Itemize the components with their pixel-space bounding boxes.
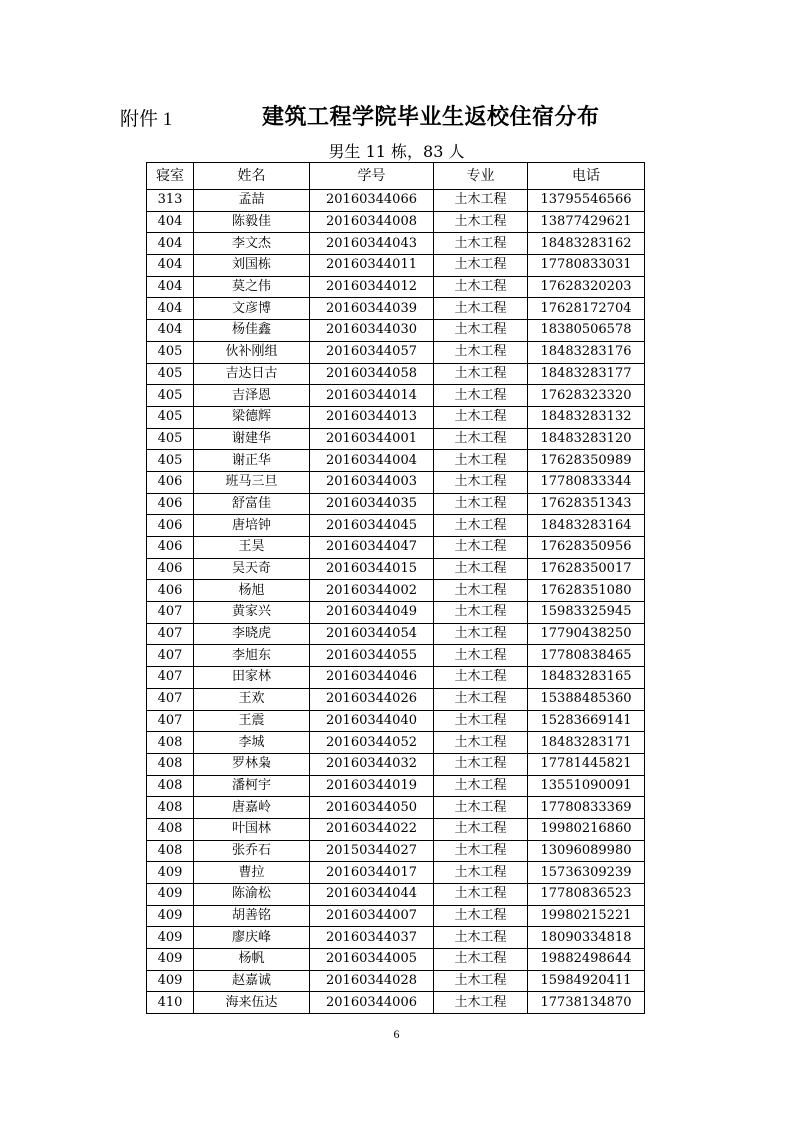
student-id-cell: 20160344013	[310, 406, 434, 428]
name-cell: 舒富佳	[194, 493, 310, 515]
name-cell: 潘柯宇	[194, 775, 310, 797]
room-cell: 410	[147, 992, 194, 1014]
name-cell: 罗林枭	[194, 753, 310, 775]
major-cell: 土木工程	[434, 363, 528, 385]
room-cell: 407	[147, 645, 194, 667]
name-cell: 梁德辉	[194, 406, 310, 428]
column-header-phone: 电话	[528, 163, 645, 190]
table-row	[147, 233, 645, 255]
annex-label: 附件 1	[120, 109, 173, 130]
major-cell: 土木工程	[434, 775, 528, 797]
student-id-cell: 20160344045	[310, 515, 434, 537]
name-cell: 莫之伟	[194, 276, 310, 298]
room-cell: 407	[147, 602, 194, 624]
name-cell: 赵嘉诚	[194, 970, 310, 992]
name-cell: 田家林	[194, 667, 310, 689]
phone-cell: 15388485360	[528, 688, 645, 710]
table-row	[147, 862, 645, 884]
student-id-cell: 20150344027	[310, 840, 434, 862]
major-cell: 土木工程	[434, 450, 528, 472]
dormitory-table	[146, 162, 645, 1014]
phone-cell: 15736309239	[528, 862, 645, 884]
room-cell: 406	[147, 580, 194, 602]
phone-cell: 19882498644	[528, 949, 645, 971]
phone-cell: 18090334818	[528, 927, 645, 949]
column-header-student-id: 学号	[310, 163, 434, 190]
table-row	[147, 688, 645, 710]
major-cell: 土木工程	[434, 905, 528, 927]
room-cell: 406	[147, 558, 194, 580]
table-row	[147, 818, 645, 840]
major-cell: 土木工程	[434, 992, 528, 1014]
name-cell: 王欢	[194, 688, 310, 710]
student-id-cell: 20160344039	[310, 298, 434, 320]
phone-cell: 17628320203	[528, 276, 645, 298]
phone-cell: 17628351080	[528, 580, 645, 602]
room-cell: 407	[147, 688, 194, 710]
room-cell: 405	[147, 341, 194, 363]
room-cell: 404	[147, 233, 194, 255]
major-cell: 土木工程	[434, 732, 528, 754]
table-row	[147, 775, 645, 797]
page-title: 建筑工程学院毕业生返校住宿分布	[262, 105, 600, 130]
student-id-cell: 20160344046	[310, 667, 434, 689]
room-cell: 406	[147, 515, 194, 537]
major-cell: 土木工程	[434, 753, 528, 775]
student-id-cell: 20160344032	[310, 753, 434, 775]
major-cell: 土木工程	[434, 840, 528, 862]
name-cell: 吉达日古	[194, 363, 310, 385]
room-cell: 404	[147, 320, 194, 342]
phone-cell: 15283669141	[528, 710, 645, 732]
student-id-cell: 20160344005	[310, 949, 434, 971]
table-row	[147, 428, 645, 450]
phone-cell: 15983325945	[528, 602, 645, 624]
major-cell: 土木工程	[434, 558, 528, 580]
name-cell: 唐培钟	[194, 515, 310, 537]
phone-cell: 17780838465	[528, 645, 645, 667]
phone-cell: 18483283162	[528, 233, 645, 255]
phone-cell: 17738134870	[528, 992, 645, 1014]
major-cell: 土木工程	[434, 667, 528, 689]
student-id-cell: 20160344066	[310, 190, 434, 212]
table-header-row	[147, 163, 645, 190]
table-row	[147, 905, 645, 927]
room-cell: 407	[147, 710, 194, 732]
major-cell: 土木工程	[434, 255, 528, 277]
name-cell: 班马三旦	[194, 471, 310, 493]
student-id-cell: 20160344017	[310, 862, 434, 884]
major-cell: 土木工程	[434, 298, 528, 320]
major-cell: 土木工程	[434, 233, 528, 255]
student-id-cell: 20160344006	[310, 992, 434, 1014]
phone-cell: 18483283120	[528, 428, 645, 450]
name-cell: 李城	[194, 732, 310, 754]
student-id-cell: 20160344019	[310, 775, 434, 797]
major-cell: 土木工程	[434, 190, 528, 212]
table-row	[147, 840, 645, 862]
student-id-cell: 20160344002	[310, 580, 434, 602]
room-cell: 406	[147, 493, 194, 515]
name-cell: 黄家兴	[194, 602, 310, 624]
student-id-cell: 20160344043	[310, 233, 434, 255]
student-id-cell: 20160344004	[310, 450, 434, 472]
name-cell: 李文杰	[194, 233, 310, 255]
table-row	[147, 341, 645, 363]
phone-cell: 18483283176	[528, 341, 645, 363]
table-row	[147, 537, 645, 559]
student-id-cell: 20160344007	[310, 905, 434, 927]
table-row	[147, 471, 645, 493]
room-cell: 313	[147, 190, 194, 212]
student-id-cell: 20160344014	[310, 385, 434, 407]
room-cell: 404	[147, 276, 194, 298]
student-id-cell: 20160344044	[310, 884, 434, 906]
student-id-cell: 20160344057	[310, 341, 434, 363]
page-number: 6	[393, 1027, 400, 1041]
room-cell: 407	[147, 623, 194, 645]
room-cell: 408	[147, 840, 194, 862]
table-row	[147, 493, 645, 515]
table-row	[147, 992, 645, 1014]
name-cell: 谢建华	[194, 428, 310, 450]
table-row	[147, 298, 645, 320]
phone-cell: 18483283164	[528, 515, 645, 537]
table-row	[147, 276, 645, 298]
student-id-cell: 20160344011	[310, 255, 434, 277]
table-row	[147, 515, 645, 537]
major-cell: 土木工程	[434, 276, 528, 298]
major-cell: 土木工程	[434, 818, 528, 840]
room-cell: 405	[147, 385, 194, 407]
table-row	[147, 645, 645, 667]
student-id-cell: 20160344050	[310, 797, 434, 819]
student-id-cell: 20160344012	[310, 276, 434, 298]
room-cell: 409	[147, 927, 194, 949]
name-cell: 唐嘉岭	[194, 797, 310, 819]
phone-cell: 17780836523	[528, 884, 645, 906]
table-body	[147, 190, 645, 1014]
student-id-cell: 20160344040	[310, 710, 434, 732]
student-id-cell: 20160344035	[310, 493, 434, 515]
room-cell: 408	[147, 753, 194, 775]
room-cell: 404	[147, 255, 194, 277]
major-cell: 土木工程	[434, 320, 528, 342]
room-cell: 408	[147, 818, 194, 840]
phone-cell: 13795546566	[528, 190, 645, 212]
phone-cell: 17628172704	[528, 298, 645, 320]
phone-cell: 17780833369	[528, 797, 645, 819]
student-id-cell: 20160344054	[310, 623, 434, 645]
room-cell: 405	[147, 406, 194, 428]
major-cell: 土木工程	[434, 949, 528, 971]
major-cell: 土木工程	[434, 515, 528, 537]
phone-cell: 18483283171	[528, 732, 645, 754]
room-cell: 405	[147, 450, 194, 472]
table-row	[147, 190, 645, 212]
room-cell: 408	[147, 775, 194, 797]
room-cell: 405	[147, 363, 194, 385]
table-row	[147, 602, 645, 624]
phone-cell: 17780833031	[528, 255, 645, 277]
room-cell: 409	[147, 905, 194, 927]
student-id-cell: 20160344015	[310, 558, 434, 580]
name-cell: 廖庆峰	[194, 927, 310, 949]
student-id-cell: 20160344026	[310, 688, 434, 710]
name-cell: 陈毅佳	[194, 211, 310, 233]
student-id-cell: 20160344022	[310, 818, 434, 840]
name-cell: 孟喆	[194, 190, 310, 212]
room-cell: 406	[147, 471, 194, 493]
student-id-cell: 20160344049	[310, 602, 434, 624]
room-cell: 409	[147, 884, 194, 906]
phone-cell: 13877429621	[528, 211, 645, 233]
major-cell: 土木工程	[434, 970, 528, 992]
table-row	[147, 732, 645, 754]
major-cell: 土木工程	[434, 406, 528, 428]
table-row	[147, 580, 645, 602]
name-cell: 吉泽恩	[194, 385, 310, 407]
table-row	[147, 884, 645, 906]
phone-cell: 13551090091	[528, 775, 645, 797]
table-row	[147, 710, 645, 732]
major-cell: 土木工程	[434, 580, 528, 602]
room-cell: 404	[147, 298, 194, 320]
name-cell: 叶国林	[194, 818, 310, 840]
table-row	[147, 211, 645, 233]
column-header-room: 寝室	[147, 163, 194, 190]
name-cell: 李晓虎	[194, 623, 310, 645]
student-id-cell: 20160344058	[310, 363, 434, 385]
name-cell: 海来伍达	[194, 992, 310, 1014]
major-cell: 土木工程	[434, 862, 528, 884]
table-row	[147, 385, 645, 407]
student-id-cell: 20160344030	[310, 320, 434, 342]
major-cell: 土木工程	[434, 493, 528, 515]
student-id-cell: 20160344052	[310, 732, 434, 754]
student-id-cell: 20160344028	[310, 970, 434, 992]
phone-cell: 17628351343	[528, 493, 645, 515]
name-cell: 胡善铭	[194, 905, 310, 927]
student-id-cell: 20160344003	[310, 471, 434, 493]
major-cell: 土木工程	[434, 602, 528, 624]
name-cell: 谢正华	[194, 450, 310, 472]
room-cell: 407	[147, 667, 194, 689]
phone-cell: 17628350017	[528, 558, 645, 580]
name-cell: 伙补刚组	[194, 341, 310, 363]
phone-cell: 17628350989	[528, 450, 645, 472]
phone-cell: 18483283177	[528, 363, 645, 385]
major-cell: 土木工程	[434, 428, 528, 450]
major-cell: 土木工程	[434, 211, 528, 233]
table-row	[147, 623, 645, 645]
major-cell: 土木工程	[434, 710, 528, 732]
phone-cell: 19980215221	[528, 905, 645, 927]
phone-cell: 17790438250	[528, 623, 645, 645]
name-cell: 杨旭	[194, 580, 310, 602]
column-header-name: 姓名	[194, 163, 310, 190]
name-cell: 王昊	[194, 537, 310, 559]
name-cell: 刘国栋	[194, 255, 310, 277]
phone-cell: 17781445821	[528, 753, 645, 775]
student-id-cell: 20160344008	[310, 211, 434, 233]
name-cell: 杨佳鑫	[194, 320, 310, 342]
room-cell: 408	[147, 797, 194, 819]
phone-cell: 18380506578	[528, 320, 645, 342]
student-id-cell: 20160344037	[310, 927, 434, 949]
phone-cell: 17628323320	[528, 385, 645, 407]
name-cell: 文彦博	[194, 298, 310, 320]
major-cell: 土木工程	[434, 797, 528, 819]
name-cell: 杨帆	[194, 949, 310, 971]
room-cell: 409	[147, 862, 194, 884]
table-row	[147, 450, 645, 472]
name-cell: 李旭东	[194, 645, 310, 667]
name-cell: 吴天奇	[194, 558, 310, 580]
name-cell: 曹拉	[194, 862, 310, 884]
name-cell: 张乔石	[194, 840, 310, 862]
phone-cell: 18483283165	[528, 667, 645, 689]
phone-cell: 17780833344	[528, 471, 645, 493]
major-cell: 土木工程	[434, 884, 528, 906]
table-row	[147, 949, 645, 971]
table-row	[147, 320, 645, 342]
student-id-cell: 20160344055	[310, 645, 434, 667]
major-cell: 土木工程	[434, 927, 528, 949]
room-cell: 409	[147, 970, 194, 992]
name-cell: 陈渝松	[194, 884, 310, 906]
column-header-major: 专业	[434, 163, 528, 190]
phone-cell: 13096089980	[528, 840, 645, 862]
table-row	[147, 970, 645, 992]
phone-cell: 15984920411	[528, 970, 645, 992]
page-subtitle: 男生 11 栋，83 人	[328, 142, 465, 161]
name-cell: 王震	[194, 710, 310, 732]
table-row	[147, 406, 645, 428]
phone-cell: 17628350956	[528, 537, 645, 559]
major-cell: 土木工程	[434, 623, 528, 645]
table-row	[147, 558, 645, 580]
major-cell: 土木工程	[434, 645, 528, 667]
room-cell: 408	[147, 732, 194, 754]
room-cell: 404	[147, 211, 194, 233]
table-row	[147, 255, 645, 277]
student-id-cell: 20160344047	[310, 537, 434, 559]
room-cell: 405	[147, 428, 194, 450]
table-row	[147, 363, 645, 385]
room-cell: 406	[147, 537, 194, 559]
major-cell: 土木工程	[434, 537, 528, 559]
table-row	[147, 753, 645, 775]
room-cell: 409	[147, 949, 194, 971]
major-cell: 土木工程	[434, 688, 528, 710]
table-row	[147, 667, 645, 689]
table-row	[147, 797, 645, 819]
table-row	[147, 927, 645, 949]
major-cell: 土木工程	[434, 471, 528, 493]
major-cell: 土木工程	[434, 385, 528, 407]
major-cell: 土木工程	[434, 341, 528, 363]
student-id-cell: 20160344001	[310, 428, 434, 450]
phone-cell: 19980216860	[528, 818, 645, 840]
phone-cell: 18483283132	[528, 406, 645, 428]
